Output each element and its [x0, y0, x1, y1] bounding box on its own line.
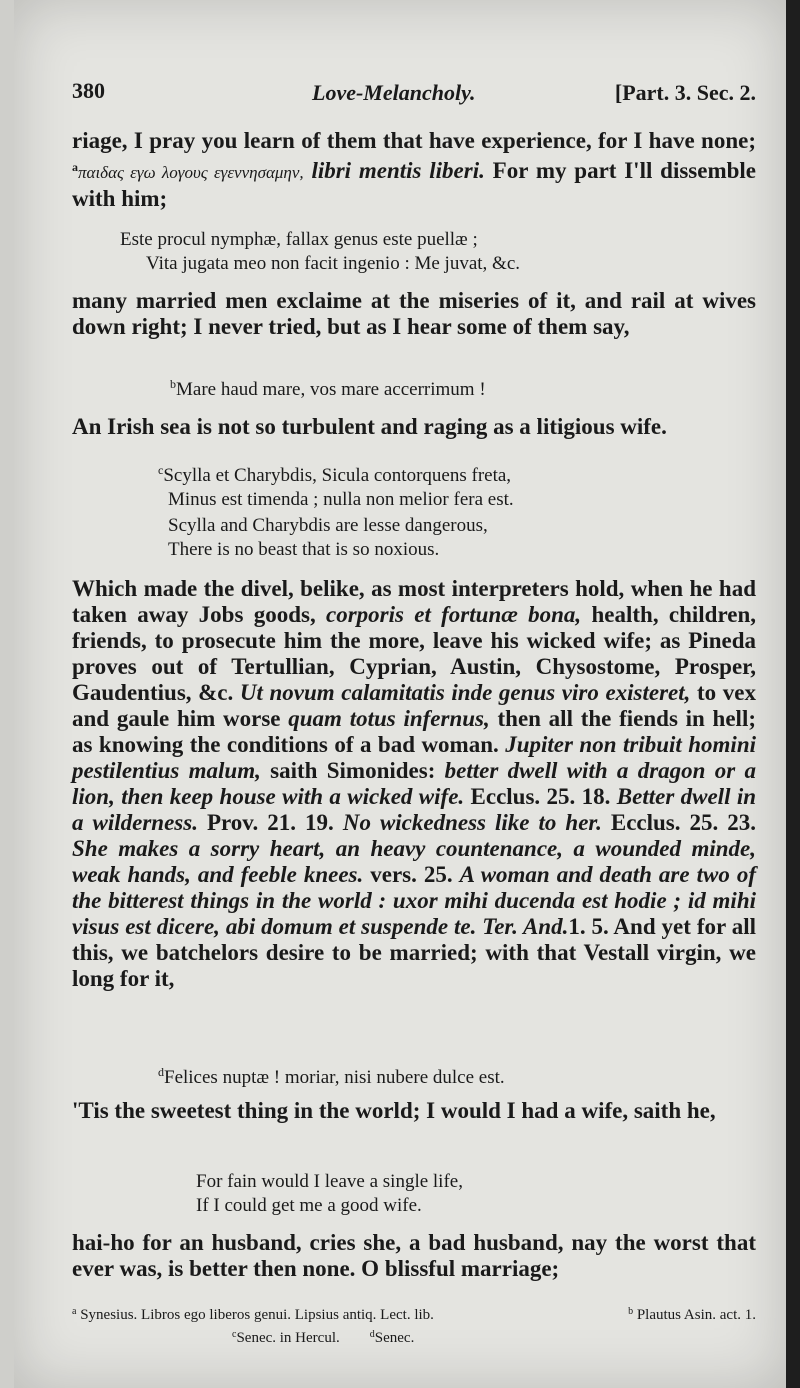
- verse-5: [72, 1060, 800, 1090]
- verse-line: Minus est timenda ; nulla non melior fera est.: [168, 489, 514, 510]
- footnote-a: $^a$ Synesius. Libros ego liberos genui. Lipsius antiq. Lect. lib.: [72, 1306, 434, 1323]
- verse-line: There is no beast that is so noxious.: [168, 539, 440, 560]
- verse-line: Scylla and Charybdis are lesse dangerous,: [168, 515, 488, 536]
- footnote-line-1: [72, 1302, 756, 1325]
- verse-line: $^c$Scylla et Charybdis, Sicula contorquens freta,: [158, 463, 512, 486]
- verse-1: [72, 228, 800, 276]
- footnote-d: $^d$Senec.: [369, 1329, 415, 1346]
- verse-line: Vita jugata meo non facit ingenio : Me juvat, &c.: [146, 253, 521, 274]
- page-number: 380: [72, 78, 105, 103]
- paragraph-1: riage, I pray you learn of them that have experience, for I have none; $^a$παιδας εγω λογους εγεννησαμην, libri mentis liberi. For my part I'll dissemble with him;: [72, 128, 756, 211]
- verse-line: $^b$Mare haud mare, vos mare accerrimum !: [170, 377, 486, 400]
- footnote-b: $^b$ Plautus Asin. act. 1.: [628, 1306, 756, 1323]
- verse-line: $^d$Felices nuptæ ! moriar, nisi nubere dulce est.: [158, 1065, 505, 1088]
- running-title: Love-Melancholy.: [312, 80, 476, 105]
- paragraph-3: An Irish sea is not so turbulent and raging as a litigious wife.: [72, 414, 667, 439]
- part-section: [Part. 3. Sec. 2.: [614, 80, 756, 105]
- paragraph-4: Which made the divel, belike, as most interpreters hold, when he had taken away Jobs goods, corporis et fortunæ bona, health, children, friends, to prosecute him the more, leave his wicked wife; as Pineda proves out of Tertullian, Cyprian, Austin, Chysostome, Prosper, Gaudentius, &c. Ut novum calamitatis inde genus viro existeret, to vex and gaule him worse quam totus infernus, then all the fiends in hell; as knowing the conditions of a bad woman. Jupiter non tribuit homini pestilentius malum, saith Simonides: better dwell with a dragon or a lion, then keep house with a wicked wife. Ecclus. 25. 18. Better dwell in a wilderness. Prov. 21. 19. No wickedness like to her. Ecclus. 25. 23. She makes a sorry heart, an heavy countenance, a wounded minde, weak hands, and feeble knees. vers. 25. A woman and death are two of the bitterest things in the world : uxor mihi ducenda est hodie ; id mihi visus est dicere, abi domum et suspende te. Ter. And.1. 5. And yet for all this, we batchelors desire to be married; with that Vestall virgin, we long for it,: [72, 576, 757, 991]
- verse-line: Este procul nymphæ, fallax genus este puellæ ;: [120, 229, 478, 250]
- paragraph-6: hai-ho for an husband, cries she, a bad husband, nay the worst that ever was, is better then none. O blissful marriage;: [72, 1230, 756, 1281]
- footnote-mark-d: d: [158, 1065, 164, 1079]
- verse-6: [72, 1170, 800, 1218]
- greek-quote: παιδας εγω λογους εγεννησαμην,: [78, 163, 304, 182]
- running-header: [72, 78, 756, 114]
- footnote-c: $^c$Senec. in Hercul.: [232, 1329, 340, 1346]
- verse-line: If I could get me a good wife.: [196, 1195, 422, 1216]
- footnote-mark-c: c: [158, 463, 164, 477]
- verse-4: [72, 514, 800, 562]
- verse-2: [72, 372, 800, 402]
- latin-phrase: libri mentis liberi.: [303, 158, 485, 183]
- footnote-mark-a: a: [72, 160, 78, 174]
- footnote-line-2: [72, 1325, 756, 1348]
- paragraph-5: 'Tis the sweetest thing in the world; I would I had a wife, saith he,: [72, 1098, 716, 1123]
- paragraph-2: many married men exclaime at the miseries of it, and rail at wives down right; I never tried, but as I hear some of them say,: [72, 288, 756, 339]
- footnotes: [72, 1302, 756, 1348]
- verse-line: For fain would I leave a single life,: [196, 1171, 463, 1192]
- footnote-mark-b: b: [170, 377, 176, 391]
- verse-3: [72, 458, 800, 512]
